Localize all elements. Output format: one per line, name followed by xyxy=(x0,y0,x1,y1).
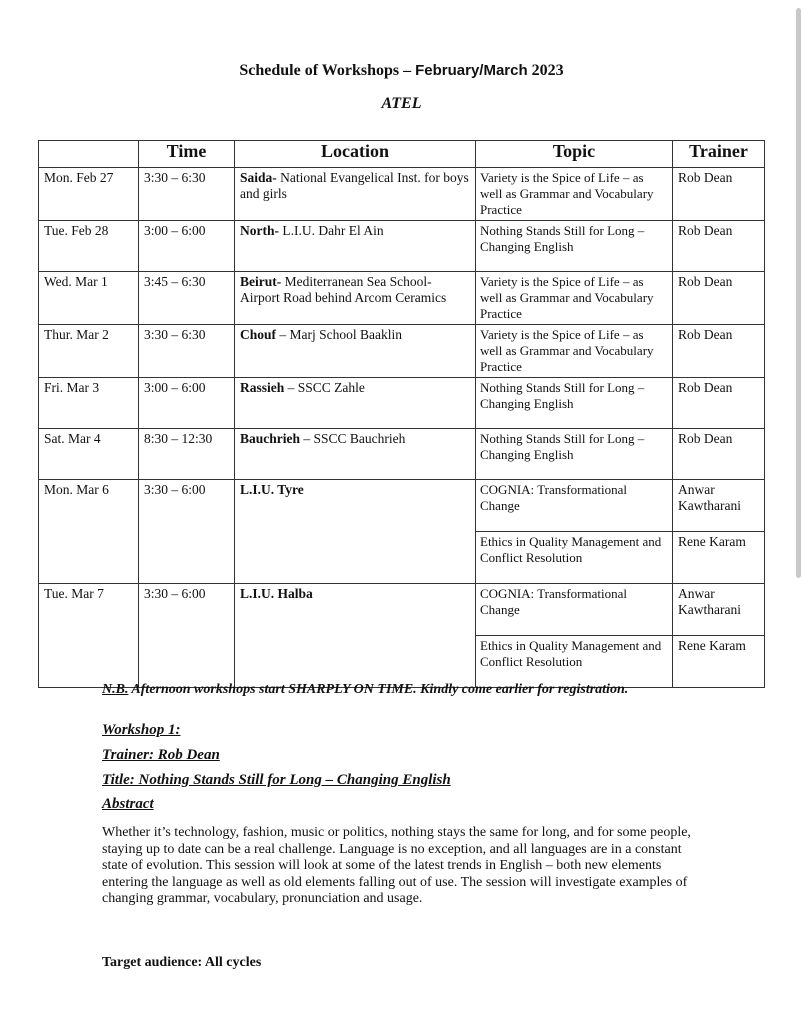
page-title: Schedule of Workshops – February/March 2023 xyxy=(239,62,564,79)
cell-topic: Variety is the Spice of Life – as well as Grammar and Vocabulary Practice xyxy=(476,325,673,378)
cell-day: Fri. Mar 3 xyxy=(39,378,139,429)
table-row xyxy=(39,378,765,429)
cell-topic: Nothing Stands Still for Long – Changing English xyxy=(476,429,673,480)
cell-location xyxy=(235,429,476,480)
cell-topic: Variety is the Spice of Life – as well as Grammar and Vocabulary Practice xyxy=(476,272,673,325)
cell-trainer: Anwar Kawtharani xyxy=(673,584,765,636)
cell-trainer: Rob Dean xyxy=(673,378,765,429)
location-venue: – SSCC Zahle xyxy=(284,380,365,395)
cell-trainer: Rob Dean xyxy=(673,325,765,378)
location-region: L.I.U. Tyre xyxy=(240,482,304,497)
table-row xyxy=(39,429,765,480)
location-region: Beirut- xyxy=(240,274,282,289)
table-row xyxy=(39,168,765,221)
page-subtitle: ATEL xyxy=(381,95,422,112)
location-region: Bauchrieh xyxy=(240,431,301,446)
schedule-table xyxy=(38,140,765,688)
location-region: L.I.U. Halba xyxy=(240,586,313,601)
location-region: Rassieh xyxy=(240,380,285,395)
cell-topic: Nothing Stands Still for Long – Changing English xyxy=(476,221,673,272)
header-time: Time xyxy=(139,141,235,168)
abstract-label: Abstract xyxy=(102,796,154,812)
cell-topic: Variety is the Spice of Life – as well as Grammar and Vocabulary Practice xyxy=(476,168,673,221)
location-region: Chouf xyxy=(240,327,277,342)
table-row xyxy=(39,584,765,636)
workshop-heading: Workshop 1: xyxy=(102,722,181,738)
cell-time: 3:45 – 6:30 xyxy=(139,272,235,325)
cell-day: Thur. Mar 2 xyxy=(39,325,139,378)
table-header-row xyxy=(39,141,765,168)
workshop-title: Title: Nothing Stands Still for Long – Changing English xyxy=(102,772,451,788)
target-audience: Target audience: All cycles xyxy=(102,955,262,970)
cell-location xyxy=(235,378,476,429)
location-venue: Mediterranean Sea School- Airport Road behind Arcom Ceramics xyxy=(240,274,447,305)
workshop-trainer: Trainer: Rob Dean xyxy=(102,747,220,763)
cell-trainer: Anwar Kawtharani xyxy=(673,480,765,532)
cell-trainer: Rob Dean xyxy=(673,429,765,480)
cell-day: Wed. Mar 1 xyxy=(39,272,139,325)
cell-location xyxy=(235,272,476,325)
cell-trainer: Rene Karam xyxy=(673,532,765,584)
cell-trainer: Rob Dean xyxy=(673,221,765,272)
cell-time: 3:30 – 6:30 xyxy=(139,325,235,378)
cell-location xyxy=(235,480,476,584)
location-venue: – Marj School Baaklin xyxy=(276,327,402,342)
cell-day: Mon. Mar 6 xyxy=(39,480,139,584)
cell-time: 8:30 – 12:30 xyxy=(139,429,235,480)
cell-time: 3:00 – 6:00 xyxy=(139,221,235,272)
location-venue: National Evangelical Inst. for boys and girls xyxy=(240,170,469,201)
table-row xyxy=(39,480,765,532)
cell-trainer: Rene Karam xyxy=(673,636,765,688)
cell-topic: COGNIA: Transformational Change xyxy=(476,480,673,532)
header-trainer: Trainer xyxy=(673,141,765,168)
cell-topic: Ethics in Quality Management and Conflict Resolution xyxy=(476,636,673,688)
cell-location xyxy=(235,325,476,378)
cell-time: 3:00 – 6:00 xyxy=(139,378,235,429)
cell-trainer: Rob Dean xyxy=(673,168,765,221)
schedule-body xyxy=(39,168,765,688)
cell-day: Tue. Mar 7 xyxy=(39,584,139,688)
cell-day: Tue. Feb 28 xyxy=(39,221,139,272)
note: N.B. Afternoon workshops start SHARPLY ON TIME. Kindly come earlier for registration. xyxy=(102,682,629,697)
header-day xyxy=(39,141,139,168)
cell-time: 3:30 – 6:00 xyxy=(139,480,235,584)
header-location: Location xyxy=(235,141,476,168)
location-region: North- xyxy=(240,223,279,238)
cell-topic: Nothing Stands Still for Long – Changing English xyxy=(476,378,673,429)
cell-location xyxy=(235,221,476,272)
cell-trainer: Rob Dean xyxy=(673,272,765,325)
location-region: Saida- xyxy=(240,170,277,185)
abstract-text: Whether it’s technology, fashion, music or politics, nothing stays the same for long, and for some people, staying up to date can be a real challenge. Language is no exception, and all languages are in a constant state of evolution. This session will look at some of the latest trends in English – both new elements entering the language as well as old elements falling out of use. The session will investigate examples of changing grammar, vocabulary, pronunciation and usage. xyxy=(102,825,691,906)
location-venue: L.I.U. Dahr El Ain xyxy=(279,223,384,238)
cell-time: 3:30 – 6:00 xyxy=(139,584,235,688)
scrollbar[interactable] xyxy=(796,8,801,578)
location-venue: – SSCC Bauchrieh xyxy=(300,431,406,446)
table-row xyxy=(39,325,765,378)
table-row xyxy=(39,221,765,272)
cell-topic: COGNIA: Transformational Change xyxy=(476,584,673,636)
cell-location xyxy=(235,168,476,221)
cell-time: 3:30 – 6:30 xyxy=(139,168,235,221)
table-row xyxy=(39,272,765,325)
cell-location xyxy=(235,584,476,688)
header-topic: Topic xyxy=(476,141,673,168)
cell-topic: Ethics in Quality Management and Conflict Resolution xyxy=(476,532,673,584)
cell-day: Sat. Mar 4 xyxy=(39,429,139,480)
cell-day: Mon. Feb 27 xyxy=(39,168,139,221)
